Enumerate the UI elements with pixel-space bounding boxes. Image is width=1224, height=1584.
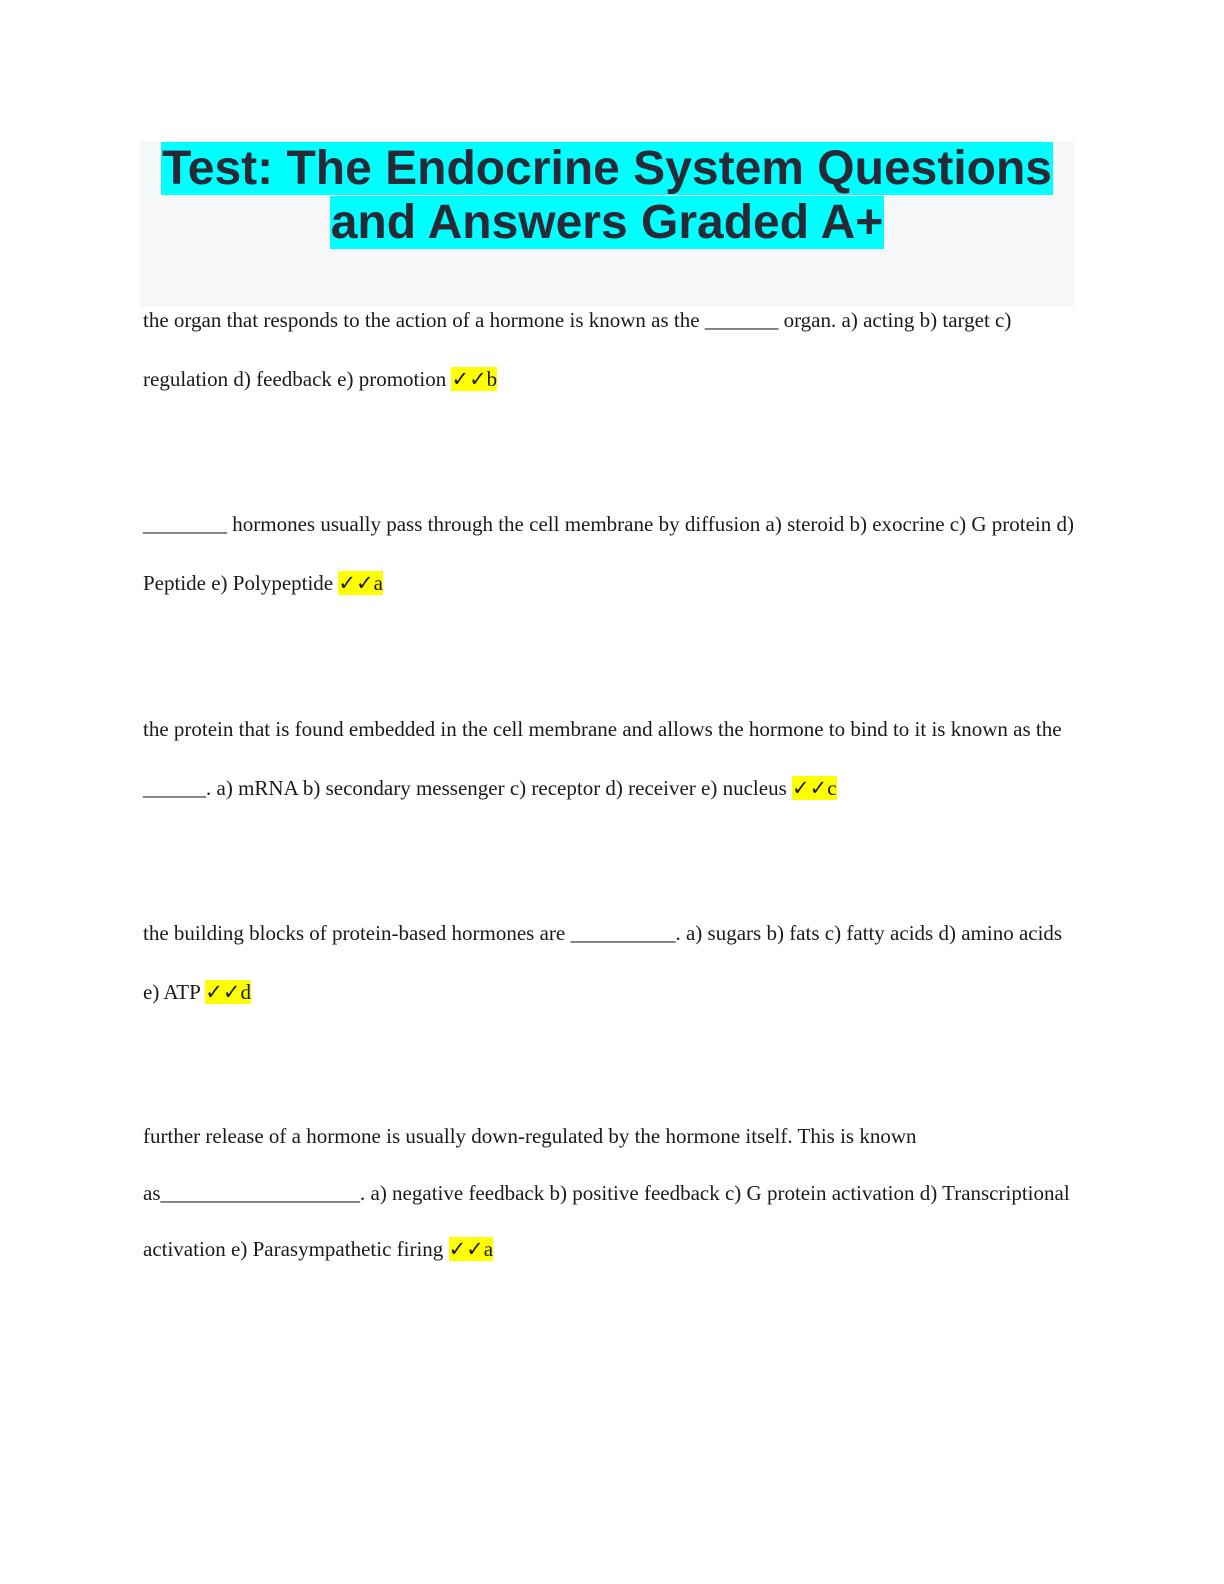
question-item <box>143 904 1083 1021</box>
check-icon: ✓✓ <box>205 979 241 1004</box>
answer-highlight <box>205 980 251 1004</box>
question-text: the protein that is found embedded in the cell membrane and allows the hormone to bind to it is known as the ______. a) mRNA b) secondary messenger c) receptor d) receiver e) nucleus <box>143 717 1062 800</box>
title-band <box>140 141 1074 307</box>
question-item <box>143 291 1083 408</box>
answer-highlight <box>451 367 497 391</box>
answer-letter: a <box>483 1237 494 1261</box>
question-text: further release of a hormone is usually down-regulated by the hormone itself. This is known as___________________. a) negative feedback b) positive feedback c) G protein activation d) Transcriptional activation e) Parasympathetic firing <box>143 1124 1070 1261</box>
question-item <box>143 700 1083 817</box>
title-line-2: and Answers Graded A+ <box>330 196 884 249</box>
question-item <box>143 495 1083 612</box>
document-title <box>140 142 1074 250</box>
check-icon: ✓✓ <box>451 366 487 391</box>
answer-letter: a <box>373 570 383 595</box>
check-icon: ✓✓ <box>448 1237 484 1261</box>
question-text: ________ hormones usually pass through the cell membrane by diffusion a) steroid b) exocrine c) G protein d) Peptide e) Polypeptide <box>143 512 1074 595</box>
answer-letter: b <box>486 366 498 391</box>
answer-letter: d <box>240 979 251 1004</box>
answer-letter: c <box>827 775 837 800</box>
check-icon: ✓✓ <box>338 570 374 595</box>
answer-highlight <box>338 571 383 595</box>
question-item <box>143 1108 1083 1278</box>
check-icon: ✓✓ <box>792 775 828 800</box>
question-text: the building blocks of protein-based hormones are __________. a) sugars b) fats c) fatty acids d) amino acids e) ATP <box>143 921 1063 1004</box>
title-line-1: Test: The Endocrine System Questions <box>162 142 1052 195</box>
answer-highlight <box>449 1237 494 1261</box>
answer-highlight <box>792 776 837 800</box>
question-text: the organ that responds to the action of a hormone is known as the _______ organ. a) acting b) target c) regulation d) feedback e) promotion <box>143 308 1012 391</box>
